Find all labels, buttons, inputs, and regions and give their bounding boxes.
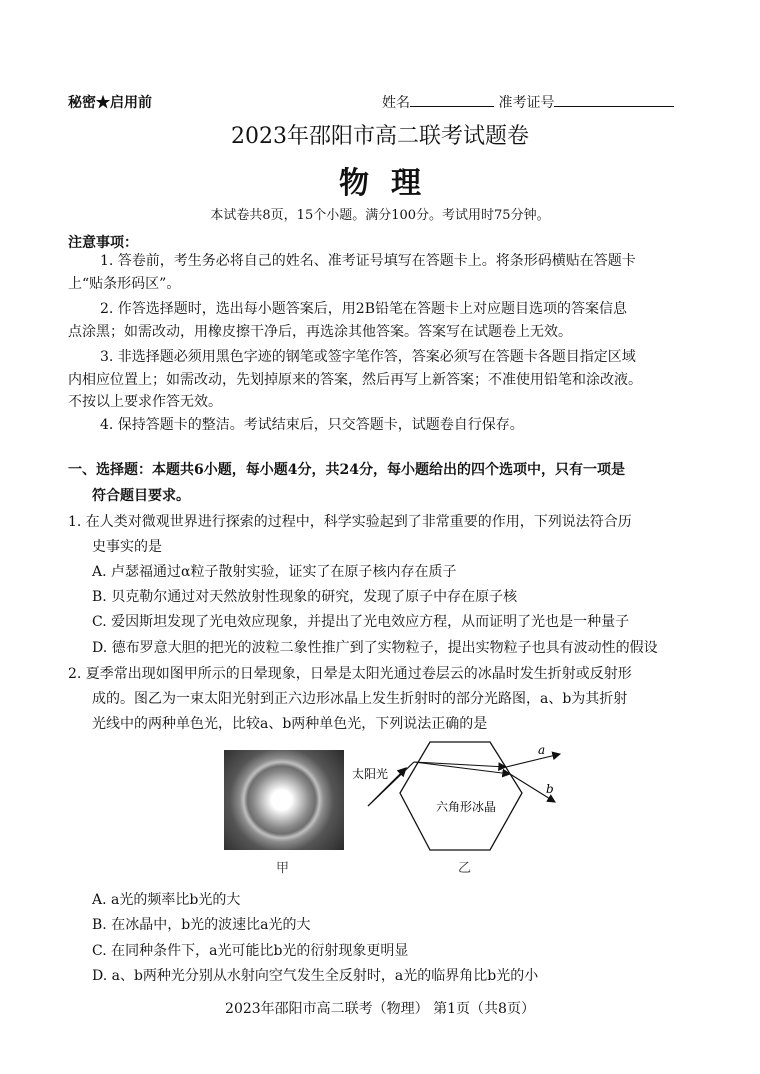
refracted-ray-a bbox=[414, 762, 506, 767]
hexagon-crystal bbox=[400, 742, 522, 850]
name-blank[interactable] bbox=[410, 92, 494, 107]
notice-line: 1. 答卷前，考生务必将自己的姓名、准考证号填写在答题卡上。将条形码横贴在答题卡 bbox=[100, 253, 636, 269]
notice-line: 点涂黑；如需改动，用橡皮擦干净后，再选涂其他答案。答案写在试题卷上无效。 bbox=[68, 324, 572, 340]
exam-info: 本试卷共8页，15个小题。满分100分。考试用时75分钟。 bbox=[210, 208, 550, 223]
crystal-label: 六角形冰晶 bbox=[436, 800, 497, 814]
question-2-stem-cont: 成的。图乙为一束太阳光射到正六边形冰晶上发生折射时的部分光路图，a、b为其折射 bbox=[92, 691, 628, 707]
ray-a-label: a bbox=[538, 743, 546, 757]
notice-line: 4. 保持答题卡的整洁。考试结束后，只交答题卡，试题卷自行保存。 bbox=[100, 417, 524, 433]
hexagon-refraction-diagram bbox=[350, 738, 580, 858]
question-2-option-d: D. a、b两种光分别从水射向空气发生全反射时，a光的临界角比b光的小 bbox=[92, 968, 539, 984]
notice-line: 3. 非选择题必须用黑色字迹的钢笔或签字笔作答，答案必须写在答题卡各题目指定区域 bbox=[100, 349, 636, 365]
name-label: 姓名 bbox=[382, 95, 410, 111]
notice-line: 2. 作答选择题时，选出每小题答案后，用2B铅笔在答题卡上对应题目选项的答案信息 bbox=[100, 301, 628, 317]
question-1-option-d: D. 德布罗意大胆的把光的波粒二象性推广到了实物粒子，提出实物粒子也具有波动性的假设 bbox=[92, 640, 658, 656]
ray-b-label: b bbox=[546, 782, 554, 796]
section-heading-cont: 符合题目要求。 bbox=[92, 488, 190, 504]
exam-title: 2023年邵阳市高二联考试题卷 bbox=[231, 124, 529, 149]
question-2-stem-cont: 光线中的两种单色光，比较a、b两种单色光，下列说法正确的是 bbox=[92, 716, 488, 732]
question-1-stem-cont: 史事实的是 bbox=[92, 539, 162, 555]
notice-heading: 注意事项： bbox=[68, 235, 138, 251]
subject-title: 物理 bbox=[339, 166, 443, 201]
sunlight-label: 太阳光 bbox=[352, 767, 389, 781]
question-2-option-b: B. 在冰晶中，b光的波速比a光的大 bbox=[92, 917, 311, 933]
figure-label-jia: 甲 bbox=[276, 861, 290, 876]
question-2-stem: 2. 夏季常出现如图甲所示的日晕现象，日晕是太阳光通过卷层云的冰晶时发生折射或反射形 bbox=[68, 666, 632, 682]
notice-line: 不按以上要求作答无效。 bbox=[68, 394, 222, 410]
notice-line: 上“贴条形码区”。 bbox=[68, 276, 181, 292]
exam-id-label: 准考证号 bbox=[498, 95, 555, 111]
emergent-ray-a bbox=[506, 754, 560, 767]
section-heading: 一、选择题：本题共6小题，每小题4分，共24分，每小题给出的四个选项中，只有一项是 bbox=[68, 462, 625, 478]
confidential-label: 秘密★启用前 bbox=[68, 95, 152, 111]
figure-label-yi: 乙 bbox=[458, 861, 472, 876]
exam-id-blank[interactable] bbox=[554, 92, 674, 107]
question-2-option-a: A. a光的频率比b光的大 bbox=[92, 892, 241, 908]
question-1-option-b: B. 贝克勒尔通过对天然放射性现象的研究，发现了原子中存在原子核 bbox=[92, 589, 518, 605]
question-2-option-c: C. 在同种条件下，a光可能比b光的衍射现象更明显 bbox=[92, 943, 409, 959]
question-1-stem: 1. 在人类对微观世界进行探索的过程中，科学实验起到了非常重要的作用，下列说法符合历 bbox=[68, 514, 632, 530]
refracted-ray-b bbox=[414, 762, 510, 774]
question-1-option-c: C. 爱因斯坦发现了光电效应现象，并提出了光电效应方程，从而证明了光也是一种量子 bbox=[92, 614, 630, 630]
notice-line: 内相应位置上；如需改动，先划掉原来的答案，然后再写上新答案；不准使用铅笔和涂改液。 bbox=[68, 372, 642, 388]
sun-halo-photo bbox=[224, 750, 344, 850]
page-footer: 2023年邵阳市高二联考（物理） 第1页（共8页） bbox=[225, 1001, 535, 1017]
candidate-info-fields bbox=[382, 92, 674, 112]
question-1-option-a: A. 卢瑟福通过α粒子散射实验，证实了在原子核内存在质子 bbox=[92, 564, 457, 580]
